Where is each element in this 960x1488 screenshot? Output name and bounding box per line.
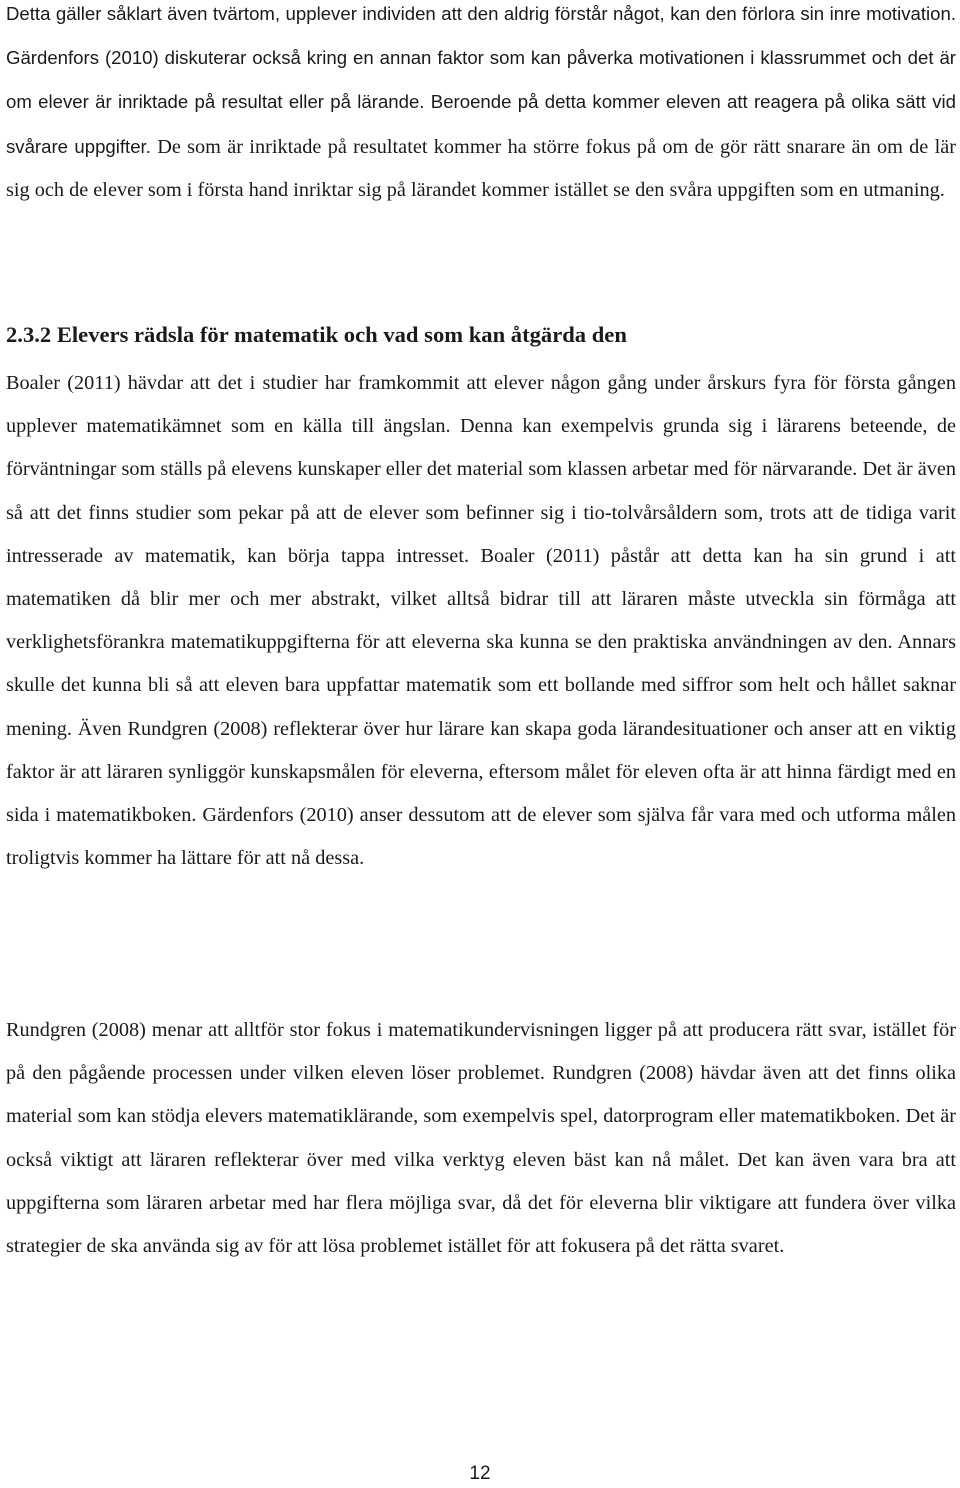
paragraph-text-serif: De som är inriktade på resultatet kommer ha större fokus på om de gör rätt snarare än om de lär sig och de elever som i första hand inriktar sig på lärandet kommer istället se den svåra uppgiften som en utmaning. bbox=[6, 135, 956, 201]
body-paragraph-fear-of-math: Boaler (2011) hävdar att det i studier har framkommit att elever någon gång under årskurs fyra för första gången upplever matematikämnet som en källa till ängslan. Denna kan exempelvis grunda sig i lärarens beteende, de förväntningar som ställs på elevens kunskaper eller det material som klassen arbetar med för närvarande. Det är även så att det finns studier som pekar på att de elever som befinner sig i tio-tolvårsåldern som, trots att de tidiga varit intresserade av matematik, kan börja tappa intresset. Boaler (2011) påstår att detta kan ha sin grund i att matematiken då blir mer och mer abstrakt, vilket alltså bidrar till att läraren måste utveckla sin förmåga att verklighetsförankra matematikuppgifterna för att eleverna ska kunna se den praktiska användningen av den. Annars skulle det kunna bli så att eleven bara uppfattar matematik som ett bollande med siffror som helt och hållet saknar mening. Även Rundgren (2008) reflekterar över hur lärare kan skapa goda lärandesituationer och anser att en viktig faktor är att läraren synliggör kunskapsmålen för eleverna, eftersom målet för eleven ofta är att hinna färdigt med en sida i matematikboken. Gärdenfors (2010) anser dessutom att de elever som själva får vara med och utforma målen troligtvis kommer ha lättare för att nå dessa. bbox=[6, 372, 956, 870]
body-paragraph-rundgren: Rundgren (2008) menar att alltför stor fokus i matematikundervisningen ligger på att producera rätt svar, istället för på den pågående processen under vilken eleven löser problemet. Rundgren (2008) hävdar även att det finns olika material som kan stödja elevers matematiklärande, som exempelvis spel, datorprogram eller matematikboken. Det är också viktigt att läraren reflekterar över med vilka verktyg eleven bäst kan nå målet. Det kan även vara bra att uppgifterna som läraren arbetar med har flera möjliga svar, då det för eleverna blir viktigare att fundera över vilka strategier de ska använda sig av för att lösa problemet istället för att fokusera på det rätta svaret. bbox=[6, 1019, 956, 1258]
body-paragraph-motivation bbox=[6, 0, 956, 212]
section-heading: 2.3.2 Elevers rädsla för matematik och vad som kan åtgärda den bbox=[6, 322, 627, 347]
paragraph-text-sans: Detta gäller såklart även tvärtom, upplever individen att den aldrig förstår något, kan den förlora sin inre motivation. Gärdenfors (2010) diskuterar också kring en annan faktor som kan påverka motivationen i klassrummet och det är om elever är inriktade på resultat eller på lärande. Beroende på detta kommer eleven att reagera på olika sätt vid svårare uppgifter. bbox=[6, 3, 956, 157]
page-number: 12 bbox=[469, 1463, 491, 1484]
